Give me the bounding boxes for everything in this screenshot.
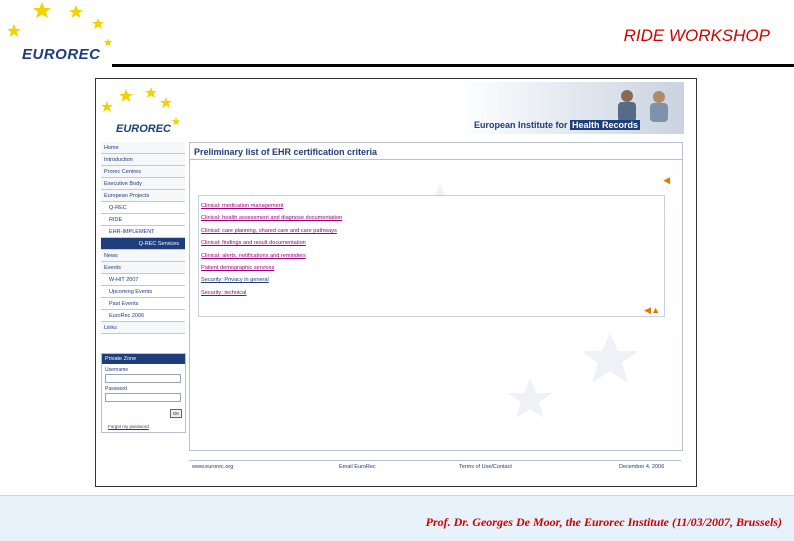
banner-photo-icon <box>609 86 679 122</box>
nav-item-upcoming-events[interactable]: Upcoming Events <box>101 286 185 298</box>
banner-label-prefix: European Institute for <box>474 120 571 130</box>
back-top-arrows-icon[interactable]: ◀▲ <box>644 305 660 315</box>
username-label: Username <box>105 367 129 373</box>
website-screenshot <box>95 78 697 487</box>
nav-item-prorec-centres[interactable]: Prorec Centres <box>101 166 185 178</box>
nav-item-introduction[interactable]: Introduction <box>101 154 185 166</box>
site-stars-logo-icon <box>96 79 191 129</box>
main-content-panel <box>189 142 683 451</box>
criteria-link-findings[interactable]: Clinical: findings and result documentation <box>201 240 306 247</box>
nav-item-executive-body[interactable]: Executive Body <box>101 178 185 190</box>
password-input[interactable] <box>105 393 181 402</box>
site-sidebar-nav <box>101 142 185 334</box>
slide-header <box>0 0 794 68</box>
nav-item-european-projects[interactable]: European Projects <box>101 190 185 202</box>
forgot-password-link[interactable]: Forgot my password <box>108 424 149 429</box>
nav-item-q-rec[interactable]: Q-REC <box>101 202 185 214</box>
criteria-list-box <box>198 195 665 317</box>
content-title: Preliminary list of EHR certification criteria <box>194 147 378 157</box>
eurorec-stars-logo-icon <box>0 0 120 50</box>
header-divider <box>112 64 794 67</box>
nav-item-past-events[interactable]: Past Events <box>101 298 185 310</box>
slide-footer <box>0 495 794 541</box>
slide-logo-text: EUROREC <box>22 46 101 63</box>
criteria-link-medication-management[interactable]: Clinical: medication management <box>201 203 284 209</box>
login-ok-button[interactable]: OK <box>170 409 182 418</box>
back-arrow-icon[interactable]: ◀ <box>663 175 670 185</box>
footer-url-link[interactable]: www.eurorec.org <box>192 464 234 470</box>
site-footer <box>189 460 681 474</box>
criteria-link-health-assessment[interactable]: Clinical: health assessment and diagnose documentation <box>201 215 343 222</box>
private-zone-login <box>101 353 186 433</box>
nav-item-ride[interactable]: RIDE <box>101 214 185 226</box>
slide-footer-text: Prof. Dr. Georges De Moor, the Eurorec Institute (11/03/2007, Brussels) <box>425 515 782 529</box>
footer-terms-link[interactable]: Terms of Use/Contact <box>459 464 512 470</box>
footer-email-link[interactable]: Email EuroRec <box>339 464 376 470</box>
nav-item-q-rec-services[interactable]: Q-REC Services <box>101 238 185 250</box>
private-zone-title: Private Zone <box>102 354 185 364</box>
nav-item-news[interactable]: News <box>101 250 185 262</box>
footer-date: December 4, 2006 <box>619 464 665 470</box>
banner-label-highlight: Health Records <box>572 120 639 130</box>
site-logo-text[interactable]: EUROREC <box>116 123 172 135</box>
criteria-link-care-planning[interactable]: Clinical: care planning, shared care and care pathways <box>201 227 337 234</box>
criteria-list <box>199 196 664 299</box>
password-label: Password <box>105 386 127 392</box>
username-input[interactable] <box>105 374 181 383</box>
slide-title: RIDE WORKSHOP <box>623 26 770 45</box>
nav-item-events[interactable]: Events <box>101 262 185 274</box>
nav-item-links[interactable]: Links <box>101 322 185 334</box>
nav-item-eurorec-2006[interactable]: EuroRec 2006 <box>101 310 185 322</box>
nav-item-whit-2007[interactable]: W-HIT 2007 <box>101 274 185 286</box>
nav-item-ehr-implement[interactable]: EHR-IMPLEMENT <box>101 226 185 238</box>
banner-label <box>474 120 640 130</box>
nav-item-home[interactable]: Home <box>101 142 185 154</box>
criteria-link-security-privacy[interactable]: Security: Privacy in general <box>201 277 269 284</box>
criteria-link-patient-demographic[interactable]: Patient demographic services <box>201 264 275 271</box>
content-divider <box>190 159 682 160</box>
criteria-link-security-technical[interactable]: Security: technical <box>201 289 247 296</box>
criteria-link-alerts[interactable]: Clinical: alerts, notifications and reminders <box>201 252 306 259</box>
